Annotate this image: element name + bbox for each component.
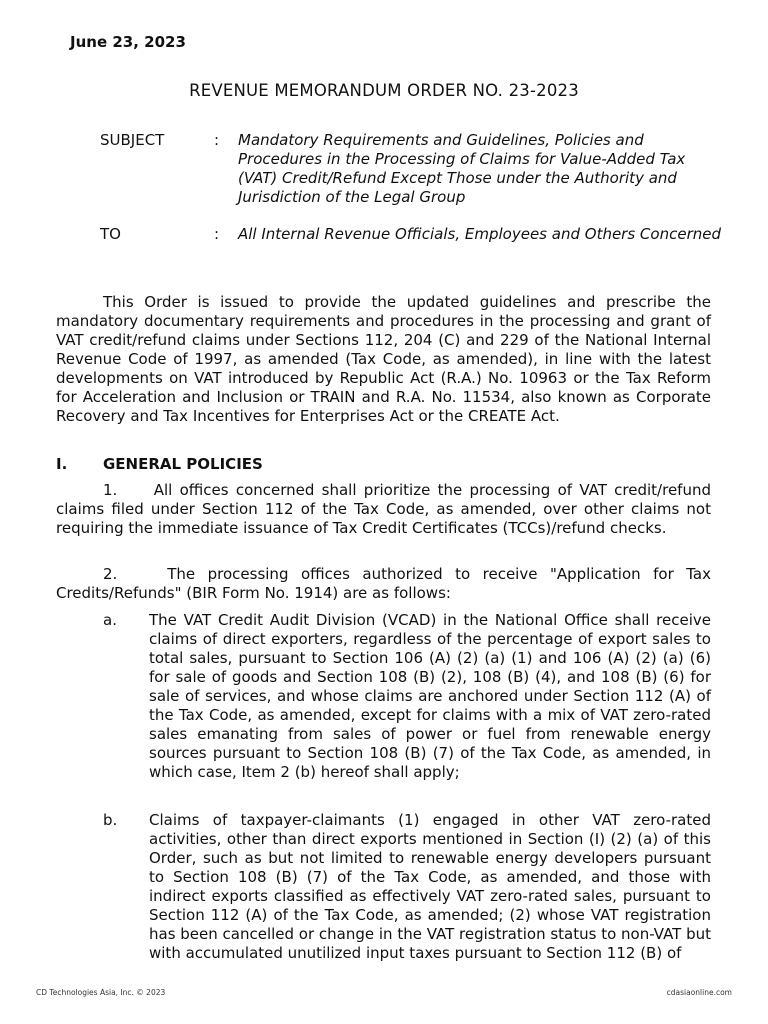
document-date: June 23, 2023	[70, 33, 186, 51]
section-title: GENERAL POLICIES	[103, 455, 263, 473]
footer-copyright: CD Technologies Asia, Inc. © 2023	[36, 988, 166, 997]
intro-paragraph: This Order is issued to provide the updated guidelines and prescribe the mandatory documentary requirements and procedures in the processing and grant of VAT credit/refund claims under Sections 112, 204 (C) and 229 of the National Internal Revenue Code of 1997, as amended (Tax Code, as amended), in line with the latest developments on VAT introduced by Republic Act (R.A.) No. 10963 or the Tax Reform for Acceleration and Inclusion or TRAIN and R.A. No. 11534, also known as Corporate Recovery and Tax Incentives for Enterprises Act or the CREATE Act.	[56, 293, 711, 425]
subject-colon: :	[214, 131, 220, 149]
list-item-letter: b.	[103, 811, 118, 829]
paragraph-2: 2. The processing offices authorized to receive "Application for Tax Credits/Refunds" (BIR Form No. 1914) are as follows:	[56, 565, 711, 602]
subject-value: Mandatory Requirements and Guidelines, Policies and Procedures in the Processing of Claims for Value-Added Tax (VAT) Credit/Refund Except Those under the Authority and Jurisdiction of the Legal Group	[238, 131, 686, 206]
list-item-letter: a.	[103, 611, 117, 629]
document-title: REVENUE MEMORANDUM ORDER NO. 23-2023	[189, 81, 579, 100]
to-value: All Internal Revenue Officials, Employees and Others Concerned	[238, 225, 721, 243]
to-label: TO	[100, 225, 121, 243]
paragraph-1: 1. All offices concerned shall prioritize the processing of VAT credit/refund claims filed under Section 112 of the Tax Code, as amended, over other claims not requiring the immediate issuance of Tax Credit Certificates (TCCs)/refund checks.	[56, 481, 711, 537]
footer-website: cdasiaonline.com	[666, 988, 732, 997]
list-item-text: The VAT Credit Audit Division (VCAD) in the National Office shall receive claims of direct exporters, regardless of the percentage of export sales to total sales, pursuant to Section 106 (A) (2) (a) (1) and 106 (A) (2) (a) (6) for sale of goods and Section 108 (B) (2), 108 (B) (4), and 108 (B) (6) for sale of services, and whose claims are anchored under Section 112 (A) of the Tax Code, as amended, except for claims with a mix of VAT zero-rated sales emanating from sales of power or fuel from renewable energy sources pursuant to Section 108 (B) (7) of the Tax Code, as amended, in which case, Item 2 (b) hereof shall apply;	[149, 611, 711, 781]
section-number: I.	[56, 455, 68, 473]
list-item-text: Claims of taxpayer-claimants (1) engaged in other VAT zero-rated activities, other than direct exports mentioned in Section (I) (2) (a) of this Order, such as but not limited to renewable energy developers pursuant to Section 108 (B) (7) of the Tax Code, as amended, and those with indirect exports classified as effectively VAT zero-rated sales, pursuant to Section 112 (A) of the Tax Code, as amended; (2) whose VAT registration has been cancelled or change in the VAT registration status to non-VAT but with accumulated unutilized input taxes pursuant to Section 112 (B) of	[149, 811, 712, 962]
section-heading	[56, 455, 263, 473]
to-colon: :	[214, 225, 220, 243]
subject-label: SUBJECT	[100, 131, 165, 149]
